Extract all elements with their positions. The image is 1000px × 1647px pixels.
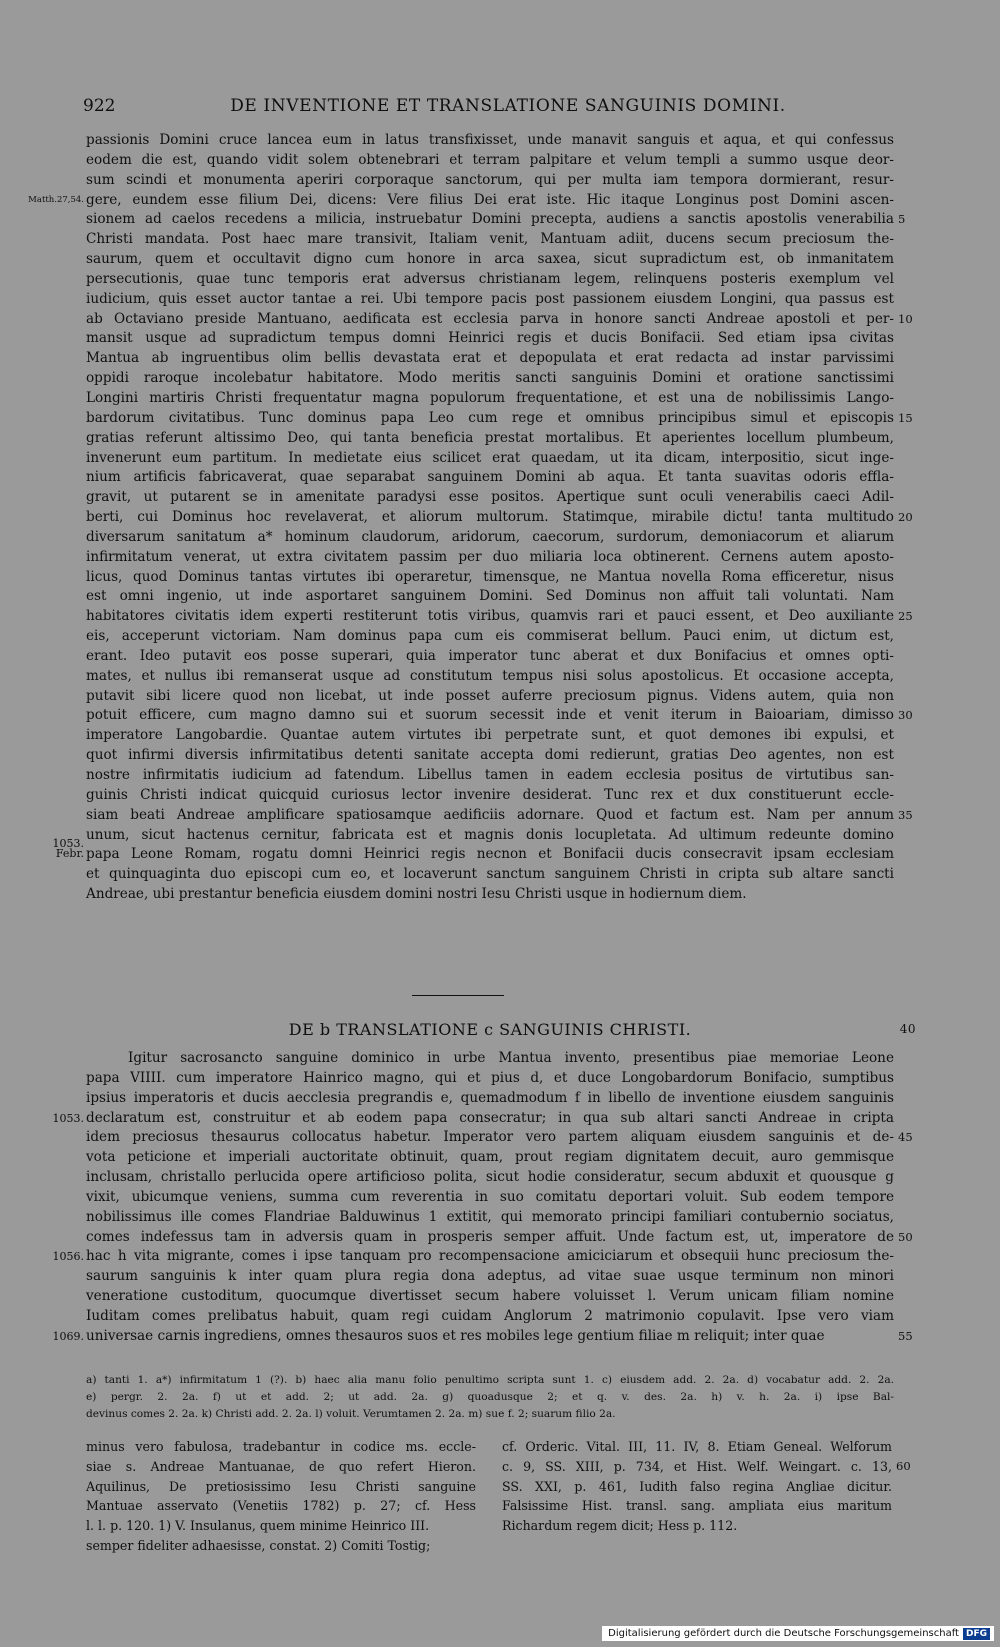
text-line: erant. Ideo putavit eos posse superari, quia imperator tunc aberat et dux Bonifacius et omnes opti- [86, 647, 894, 664]
dfg-logo: DFG [963, 1628, 990, 1640]
text-line: et quinquaginta duo episcopi cum eo, et locaverunt sanctum sanguinem Christi in cripta sub altare sancti [86, 866, 894, 883]
text-line: Mantua ab ingruentibus olim bellis devastata erat et depopulata et erat redacta ad instar parvissimi [86, 350, 894, 367]
text-line: nobilissimus ille comes Flandriae Balduwinus 1 extitit, qui memorato principi familiari contubernio sociatus, [86, 1208, 894, 1225]
text-line: Iuditam comes prelibatus habuit, quam regi cuidam Anglorum 2 matrimonio copulavit. Ipse vero viam [86, 1307, 894, 1324]
text-line: Falsissime Hist. transl. sang. ampliata eius maritum [502, 1498, 892, 1514]
text-line: gravit, ut putarent se in amenitate paradysi esse positos. Apertique sunt oculi venerabilis caeci Adil- [86, 489, 894, 506]
line-number: 60 [896, 1458, 911, 1473]
section-title [86, 1020, 916, 1044]
text-line: papa Leone Romam, rogatu domni Heinrici regis necnon et Bonifacii ducis consecravit ipsam ecclesiam Febr. [55, 846, 894, 863]
digitization-footer [602, 1626, 994, 1641]
text-line: SS. XXI, p. 461, Iudith falso regina Angliae dicitur. [502, 1478, 892, 1494]
line-number: 25 [898, 609, 913, 624]
text-line: comes indefessus tam in adversis quam in prosperis semper affuit. Unde factum est, ut, imperatore de 50 [86, 1228, 894, 1248]
text-line: cf. Orderic. Vital. III, 11. IV, 8. Etiam Geneal. Welforum [502, 1439, 892, 1454]
text-line: hac h vita migrante, comes i ipse tanquam pro recompensacione amiciciarum et obsequii hunc preciosum the- 1056. [86, 1247, 894, 1267]
text-line: sum scindi et monumenta aperiri corporaque sanctorum, qui per multa iam tempora dormierant, resur- [86, 171, 894, 188]
text-line: siam beati Andreae amplificare spatiosamque aedificiis adornare. Quod et factum est. Nam per annum 35 [86, 806, 894, 826]
text-line: papa VIIII. cum imperatore Hainrico magno, qui et pius d, et duce Longobardorum Bonifacio, sumptibus [86, 1069, 894, 1086]
line-number: 10 [898, 311, 913, 326]
notes-right-column [502, 1437, 911, 1536]
margin-year: 1053. [52, 836, 84, 850]
text-line: Andreae, ubi prestantur beneficia eiusdem domini nostri Iesu Christi usque in hodiernum diem. [86, 886, 747, 903]
main-text-block [28, 131, 913, 905]
line-number: 55 [898, 1328, 913, 1343]
text-line: vota peticione et imperiali auctoritate obtinuit, quam, prout regiam dignitatem decuit, auro gemmisque [86, 1149, 894, 1166]
text-line: Christi mandata. Post haec mare transivit, Italiam venit, Mantuam adiit, ducens secum preciosum the- [86, 231, 894, 248]
text-line: Richardum regem dicit; Hess p. 112. [502, 1518, 738, 1534]
text-line: nostre infirmitatis iudicium ad fatendum. Libellus tamen in eadem ecclesia positus de virtutibus san- [86, 767, 894, 783]
text-line: minus vero fabulosa, tradebantur in codice ms. eccle- [86, 1439, 476, 1454]
text-line: gratias referunt altissimo Deo, qui tanta beneficia prestat mortalibus. Et aperientes locellum plumbeum, [86, 429, 894, 446]
text-line: passionis Domini cruce lancea eum in latus transfixisset, unde manavit sanguis et aqua, et qui confessus [86, 132, 894, 148]
text-line: habitatores civitatis idem experti restiterunt totis viribus, quamvis rari et pauci essent, et Deo auxiliante 25 [86, 607, 894, 627]
second-text-block [52, 1049, 913, 1347]
running-title: DE INVENTIONE ET TRANSLATIONE SANGUINIS DOMINI. [230, 96, 786, 116]
text-line: oppidi raroque incolebatur habitatore. Modo meritis sancti sanguinis Domini et oratione sanctissimi [86, 370, 894, 387]
text-line: Aquilinus, De pretiosissimo Iesu Christi sanguine [86, 1478, 476, 1494]
text-line: berti, cui Dominus hoc revelaverat, et aliorum multorum. Statimque, mirabile dictu! tanta multitudo 20 [86, 508, 894, 528]
text-line: ab Octaviano preside Mantuano, aedificata est ecclesia parva in honore sancti Andreae apostoli et per- 10 [86, 310, 894, 330]
line-number: 30 [898, 708, 913, 723]
margin-month: Febr. [55, 847, 84, 861]
text-line: eis, acceperunt victoriam. Nam dominus papa cum eis commiserat bellum. Pauci enim, ut dictum est, [86, 628, 894, 645]
section-title-text: DE b TRANSLATIONE c SANGUINIS CHRISTI. [288, 1020, 692, 1039]
text-line: universae carnis ingrediens, omnes thesauros suos et res mobiles lege gentium filiae m reliquit; inter quae 1069. 55 [86, 1327, 894, 1347]
text-line: guinis Christi indicat quicquid curiosus lector invenire desiderat. Tunc rex et dux constituerunt eccle- [86, 786, 894, 803]
margin-year: 1053. [52, 1111, 84, 1125]
text-line: putavit sibi licere quod non licebat, ut inde posset auferre preciosum pignus. Videns autem, quia non [86, 687, 894, 704]
text-line: bardorum civitatibus. Tunc dominus papa Leo cum rege et omnibus principibus simul et episcopis 15 [86, 409, 894, 429]
text-line: infirmitatum venerat, ut extra civitatem passim per duo miliaria loca obtinerent. Cernens autem aposto- [86, 548, 894, 565]
text-line: Longini martiris Christi frequentatur magna populorum frequentatione, et est una de nobilissimis Lango- [86, 389, 894, 406]
line-number: 45 [898, 1130, 913, 1145]
page-header [83, 96, 893, 122]
text-line: e) pergr. 2. 2a. f) ut et add. 2; ut add. 2a. g) quoadusque 2; et q. v. des. 2a. h) v. h. 2a. i) ipse Bal- [86, 1391, 894, 1403]
text-line: invenerunt eum partitum. In medietate eius scilicet erat quaedam, ut ita dicam, interpositio, sicut inge- [86, 449, 894, 466]
section-title-line-number: 40 [899, 1022, 916, 1036]
text-line: c. 9, SS. XIII, p. 734, et Hist. Welf. Weingart. c. 13, 60 [502, 1457, 892, 1477]
text-line: saurum sanguinis k inter quam plura regia dona adeptus, ad vitae suae usque terminum non minori [86, 1268, 894, 1285]
line-number: 20 [898, 510, 913, 525]
text-line: diversarum sanitatum a* hominum claudorum, aridorum, caecorum, surdorum, demoniacorum et aliarum [86, 528, 894, 545]
line-number: 15 [898, 410, 913, 425]
text-line: unum, sicut hactenus cernitur, fabricata est et magnis donis locupletata. Ad ultimum redeunte domino 1053. [86, 826, 894, 846]
text-line: nium artificis fabricaverat, quae separabat sanguinem Domini ab aqua. Et tanta suavitas odoris effla- [86, 469, 894, 486]
line-number: 35 [898, 807, 913, 822]
margin-year: 1069. [52, 1329, 84, 1343]
text-line: semper fideliter adhaesisse, constat. 2) Comiti Tostig; [86, 1537, 431, 1553]
text-line: ipsius imperatoris et ducis aecclesia pregrandis e, quemadmodum f in libello de inventione eiusdem sanguinis [86, 1089, 894, 1106]
text-line: mates, et nullus ibi remanserat usque ad constitutum tempus nisi solus apostolicus. Et occasione accepta, [86, 667, 894, 684]
margin-reference: Matth.27,54. [28, 194, 84, 205]
text-line: eodem die est, quando vidit solem obtenebrari et terram palpitare et velum templi a summo usque deor- [86, 151, 894, 168]
text-line: devinus comes 2. 2a. k) Christi add. 2. 2a. l) voluit. Verumtamen 2. 2a. m) sue f. 2; suarum filio 2a. [86, 1408, 616, 1420]
text-line: iudicium, quis esset auctor tantae a rei. Ubi tempore pacis post passionem eiusdem Longini, qua passus est [86, 290, 894, 307]
footnotes-block [86, 1372, 894, 1423]
line-number: 50 [898, 1229, 913, 1244]
text-line: vixit, ubicumque veniens, summa cum reverentia in suo comitatu deportari voluit. Sub eodem tempore [86, 1188, 894, 1205]
text-line: Igitur sacrosancto sanguine dominico in urbe Mantua invento, presentibus piae memoriae Leone [128, 1050, 894, 1066]
text-line: sionem ad caelos recedens a milicia, instruebatur Domini precepta, audiens a sanctis apostolis venerabilia 5 [86, 210, 894, 230]
text-line: mansit usque ad supradictum tempus domni Heinrici regis et ducis Bonifacii. Sed etiam ipsa civitas [86, 330, 894, 347]
text-line: veneratione custoditum, quocumque divertisset secum habere voluisset l. Verum unicam filiam nomine [86, 1288, 894, 1305]
text-line: inclusam, christallo perlucida opere artificioso polita, sicut hodie consideratur, secum abduxit et quousque g [86, 1169, 894, 1186]
text-line: quot infirmi diversis infirmitatibus detenti sanitate accepta domi redierunt, gratias Deo agentes, non est [86, 747, 894, 764]
text-line: siae s. Andreae Mantuanae, de quo refert Hieron. [86, 1458, 476, 1474]
notes-left-column [86, 1437, 476, 1556]
text-line: declaratum est, construitur et ab eodem papa consecratur; in qua sub altari sancti Andreae in cripta 1053. [86, 1109, 894, 1129]
text-line: est omni ingenio, ut inde asportaret sanguinem Domini. Sed Dominus non affuit tali voluntati. Nam [86, 588, 894, 605]
text-line: a) tanti 1. a*) infirmitatum 1 (?). b) haec alia manu folio penultimo scripta sunt 1. c) eiusdem add. 2. 2a. d) vocabatur add. 2. 2a. [86, 1374, 894, 1386]
page-number: 922 [83, 96, 116, 116]
text-line: l. l. p. 120. 1) V. Insulanus, quem minime Heinrico III. [86, 1518, 430, 1534]
margin-year: 1056. [52, 1250, 84, 1264]
text-line: saurum, quem et occultavit digno cum honore in arca saxea, sicut supradictum est, ob inmanitatem [86, 251, 894, 268]
text-line: imperatore Langobardie. Quantae autem virtutes ibi perpetrate sunt, et quot demones ibi expulsi, et [86, 727, 894, 744]
text-line: persecutionis, quae tunc temporis erat adversus christianam legem, relinquens posteris exemplum vel [86, 270, 894, 287]
footer-text: Digitalisierung gefördert durch die Deutsche Forschungsgemeinschaft [608, 1628, 959, 1639]
text-line: idem preciosus thesaurus collocatus habetur. Imperator vero partem aliquam eiusdem sanguinis et de- 45 [86, 1128, 894, 1148]
text-line: licus, quod Dominus tantas virtutes ibi operaretur, timensque, ne Mantua novella Roma efficeretur, nisus [86, 568, 894, 585]
section-divider [412, 995, 504, 996]
text-line: potuit efficere, cum magno damno sui et suorum secessit inde et venit iterum in Baioariam, dimisso 30 [86, 706, 894, 726]
text-line: Mantuae asservato (Venetiis 1782) p. 27; cf. Hess [86, 1498, 476, 1514]
line-number: 5 [898, 212, 906, 227]
text-line: gere, eundem esse filium Dei, dicens: Vere filius Dei erat iste. Hic itaque Longinus post Domini ascen- Matth.27,54. [86, 191, 894, 211]
